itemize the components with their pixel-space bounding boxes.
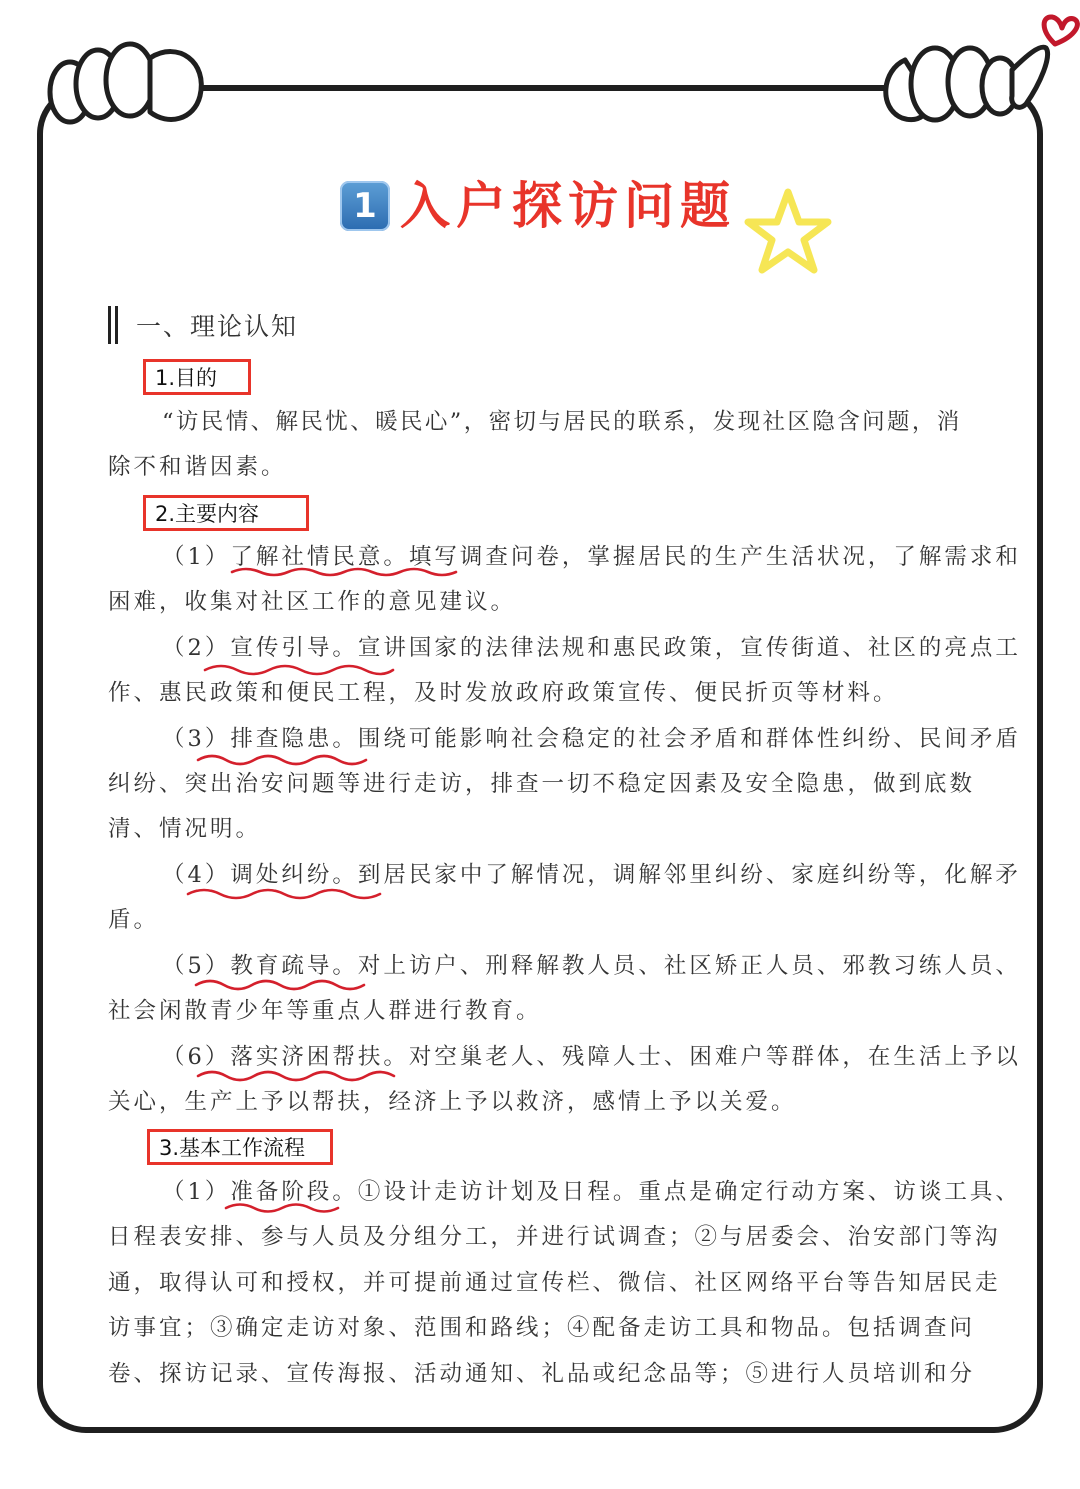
purpose-line: 除不和谐因素。 xyxy=(108,454,287,480)
process-line: 通，取得认可和授权，并可提前通过宣传栏、微信、社区网络平台等告知居民走 xyxy=(108,1270,1001,1296)
content-item-line: 清、情况明。 xyxy=(108,816,262,842)
content-item-line: 纠纷、突出治安问题等进行走访，排查一切不稳定因素及安全隐患，做到底数 xyxy=(108,771,976,797)
content-label: 2.主要内容 xyxy=(143,495,309,531)
process-line: （1）准备阶段。①设计走访计划及日程。重点是确定行动方案、访谈工具、 xyxy=(162,1179,1021,1205)
content-item-line: （4）调处纠纷。到居民家中了解情况，调解邻里纠纷、家庭纠纷等，化解矛 xyxy=(162,862,1021,888)
content-item-line: （1）了解社情民意。填写调查问卷，掌握居民的生产生活状况，了解需求和 xyxy=(162,544,1021,570)
content-item-line: （2）宣传引导。宣讲国家的法律法规和惠民政策，宣传街道、社区的亮点工 xyxy=(162,635,1021,661)
squiggle-underline xyxy=(188,890,380,898)
content-item-line: 关心，生产上予以帮扶，经济上予以救济，感情上予以关爱。 xyxy=(108,1089,797,1115)
process-line: 访事宜；③确定走访对象、范围和路线；④配备走访工具和物品。包括调查问 xyxy=(108,1315,976,1341)
page-title-text: 入户探访问题 xyxy=(400,177,736,235)
process-line: 日程表安排、参与人员及分组分工，并进行试调查；②与居委会、治安部门等沟 xyxy=(108,1224,1001,1250)
squiggle-underline xyxy=(196,981,364,989)
squiggle-underline xyxy=(226,1205,338,1212)
content-item-line: （6）落实济困帮扶。对空巢老人、残障人士、困难户等群体，在生活上予以 xyxy=(162,1044,1021,1070)
squiggle-underline xyxy=(205,666,393,674)
purpose-line: “访民情、解民忧、暖民心”，密切与居民的联系，发现社区隐含问题，消 xyxy=(162,409,962,435)
process-label: 3.基本工作流程 xyxy=(147,1129,333,1165)
purpose-label: 1.目的 xyxy=(143,359,251,395)
process-line: 卷、探访记录、宣传海报、活动通知、礼品或纪念品等；⑤进行人员培训和分 xyxy=(108,1361,976,1387)
number-badge-icon: 1 xyxy=(340,181,390,231)
squiggle-underline xyxy=(232,569,456,575)
content-item-line: 社会闲散青少年等重点人群进行教育。 xyxy=(108,998,542,1024)
content-item-line: （3）排查隐患。围绕可能影响社会稳定的社会矛盾和群体性纠纷、民间矛盾 xyxy=(162,726,1021,752)
section-heading-text: 一、理论认知 xyxy=(136,312,299,341)
squiggle-underline xyxy=(198,1072,394,1080)
content-item-line: 作、惠民政策和便民工程，及时发放政府政策宣传、便民折页等材料。 xyxy=(108,680,899,706)
content-item-line: （5）教育疏导。对上访户、刑释解教人员、社区矫正人员、邪教习练人员、 xyxy=(162,953,1021,979)
squiggle-underline xyxy=(198,756,366,764)
content-item-line: 困难，收集对社区工作的意见建议。 xyxy=(108,589,517,615)
content-item-line: 盾。 xyxy=(108,907,160,933)
